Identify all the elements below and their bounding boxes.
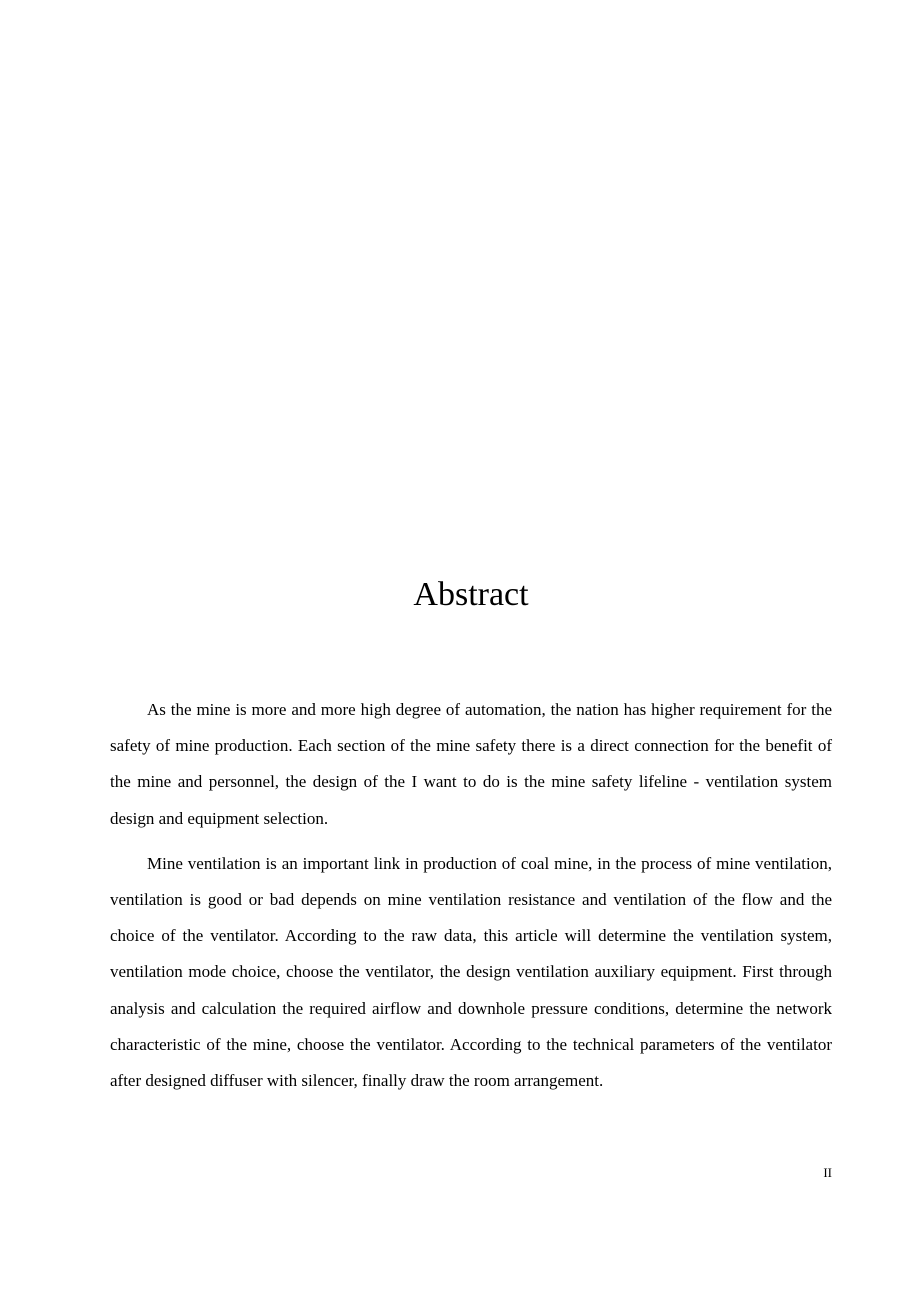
page-number: II (823, 1165, 832, 1180)
abstract-paragraph-2: Mine ventilation is an important link in production of coal mine, in the process of mine ventilation, ventilation is good or bad depends on mine ventilation resistance and ventilation of the flow and the choice of the ventilator. According to the raw data, this article will determine the ventilation system, ventilation mode choice, choose the ventilator, the design ventilation auxiliary equipment. First through analysis and calculation the required airflow and downhole pressure conditions, determine the network characteristic of the mine, choose the ventilator. According to the technical parameters of the ventilator after designed diffuser with silencer, finally draw the room arrangement. (110, 853, 832, 1091)
abstract-body (110, 692, 832, 1108)
abstract-title: Abstract (413, 576, 529, 613)
abstract-paragraph-1: As the mine is more and more high degree of automation, the nation has higher requirement for the safety of mine production. Each section of the mine safety there is a direct connection for the benefit of the mine and personnel, the design of the I want to do is the mine safety lifeline - ventilation system design and equipment selection. (110, 700, 832, 828)
